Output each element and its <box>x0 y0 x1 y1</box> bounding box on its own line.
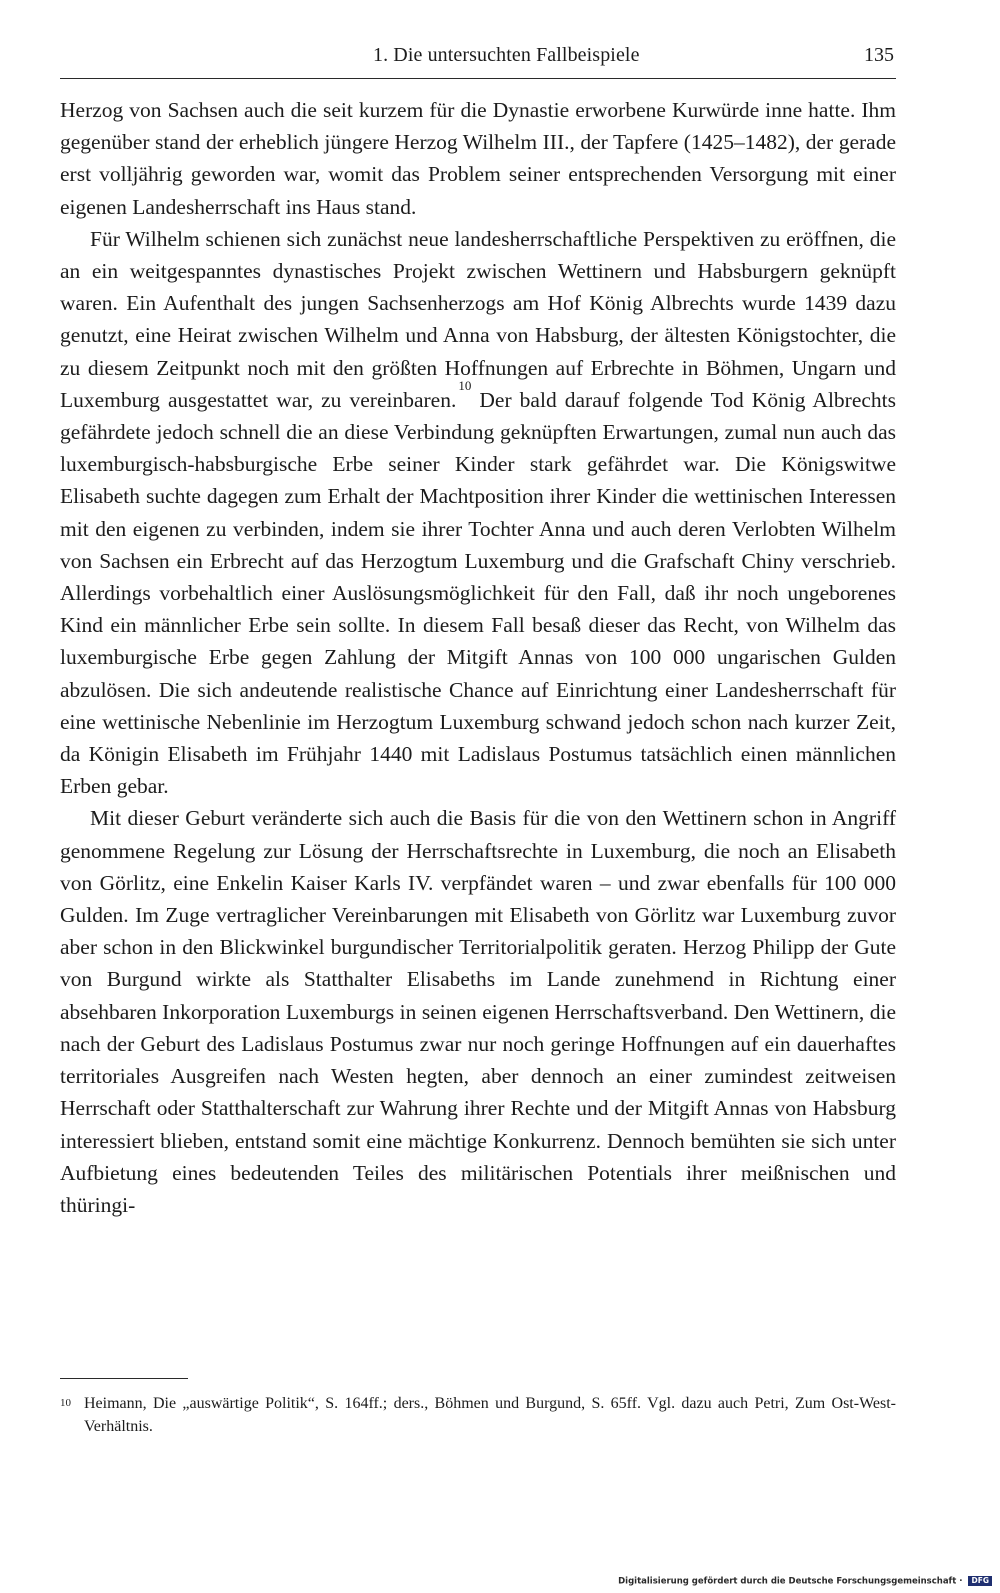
body-text <box>60 94 896 1221</box>
credit-text: Digitalisierung gefördert durch die Deutsche Forschungsgemeinschaft · <box>618 1576 963 1587</box>
footnote-divider <box>60 1378 188 1379</box>
digitization-credit <box>618 1576 992 1587</box>
paragraph-2 <box>60 223 896 803</box>
footnote-number: 10 <box>60 1397 71 1409</box>
running-header <box>60 38 896 79</box>
running-title: 1. Die untersuchten Fallbeispiele <box>373 44 640 66</box>
footnote-reference-10: 10 <box>458 377 472 393</box>
paragraph-2-part-b: Der bald darauf folgende Tod König Albrechts gefährdete jedoch schnell die an diese Verbindung geknüpften Erwartungen, zumal nun auch das luxemburgisch-habsburgische Erbe seiner Kinder stark gefährdet war. Die Königswitwe Elisabeth suchte dagegen zum Erhalt der Machtposition ihrer Kinder die wettinischen Interessen mit den eigenen zu verbinden, indem sie ihrer Tochter Anna und auch deren Verlobten Wilhelm von Sachsen ein Erbrecht auf das Herzogtum Luxemburg und die Grafschaft Chiny verschrieb. Allerdings vorbehaltlich einer Auslösungsmöglichkeit für den Fall, daß ihr noch ungeborenes Kind ein männlicher Erbe sein sollte. In diesem Fall besaß dieser das Recht, von Wilhelm das luxemburgische Erbe gegen Zahlung der Mitgift Annas von 100 000 ungarischen Gulden abzulösen. Die sich andeutende realistische Chance auf Einrichtung einer Landesherrschaft für eine wettinische Nebenlinie im Herzogtum Luxemburg schwand jedoch schon nach kurzer Zeit, da Königin Elisabeth im Frühjahr 1440 mit Ladislaus Postumus tatsächlich einen männlichen Erben gebar. <box>60 387 896 799</box>
paragraph-1: Herzog von Sachsen auch die seit kurzem für die Dynastie erworbene Kurwürde inne hatte. Ihm gegenüber stand der erheblich jüngere Herzog Wilhelm III., der Tapfere (1425–1482), der gerade erst volljährig geworden war, womit das Problem seiner entsprechenden Versorgung mit einer eigenen Landesherrschaft ins Haus stand. <box>60 98 896 219</box>
dfg-logo: DFG <box>968 1576 992 1586</box>
paragraph-3: Mit dieser Geburt veränderte sich auch die Basis für die von den Wettinern schon in Angriff genommene Regelung zur Lösung der Herrschaftsrechte in Luxemburg, die noch an Elisabeth von Görlitz, eine Enkelin Kaiser Karls IV. verpfändet waren – und zwar ebenfalls für 100 000 Gulden. Im Zuge vertraglicher Vereinbarungen mit Elisabeth von Görlitz war Luxemburg zuvor aber schon in den Blickwinkel burgundischer Territorialpolitik geraten. Herzog Philipp der Gute von Burgund wirkte als Statthalter Elisabeths im Lande zunehmend in Richtung einer absehbaren Inkorporation Luxemburgs in seinen eigenen Herrschaftsverband. Den Wettinern, die nach der Geburt des Ladislaus Postumus zwar nur noch geringe Hoffnungen auf ein dauerhaftes territoriales Ausgreifen nach Westen hegten, aber dennoch an einer zumindest zeitweisen Herrschaft oder Statthalterschaft zur Wahrung ihrer Rechte und der Mitgift Annas von Habsburg interessiert blieben, entstand somit eine mächtige Konkurrenz. Dennoch bemühten sie sich unter Aufbietung eines bedeutenden Teiles des militärischen Potentials ihrer meißnischen und thüringi- <box>60 806 896 1217</box>
footnote-text: Heimann, Die „auswärtige Politik“, S. 164ff.; ders., Böhmen und Burgund, S. 65ff. Vgl. dazu auch Petri, Zum Ost-West-Verhältnis. <box>84 1395 896 1435</box>
paragraph-2-part-a: Für Wilhelm schienen sich zunächst neue landesherrschaftliche Perspektiven zu eröffnen, die an ein weitgespanntes dynastisches Projekt zwischen Wettinern und Habsburgern geknüpft waren. Ein Aufenthalt des jungen Sachsenherzogs am Hof König Albrechts wurde 1439 dazu genutzt, eine Heirat zwischen Wilhelm und Anna von Habsburg, der ältesten Königstochter, die zu diesem Zeitpunkt noch mit den größten Hoffnungen auf Erbrechte in Böhmen, Ungarn und Luxemburg ausgestattet war, zu vereinbaren. <box>60 226 896 412</box>
page-number: 135 <box>864 44 894 66</box>
footnote-10 <box>60 1392 896 1438</box>
